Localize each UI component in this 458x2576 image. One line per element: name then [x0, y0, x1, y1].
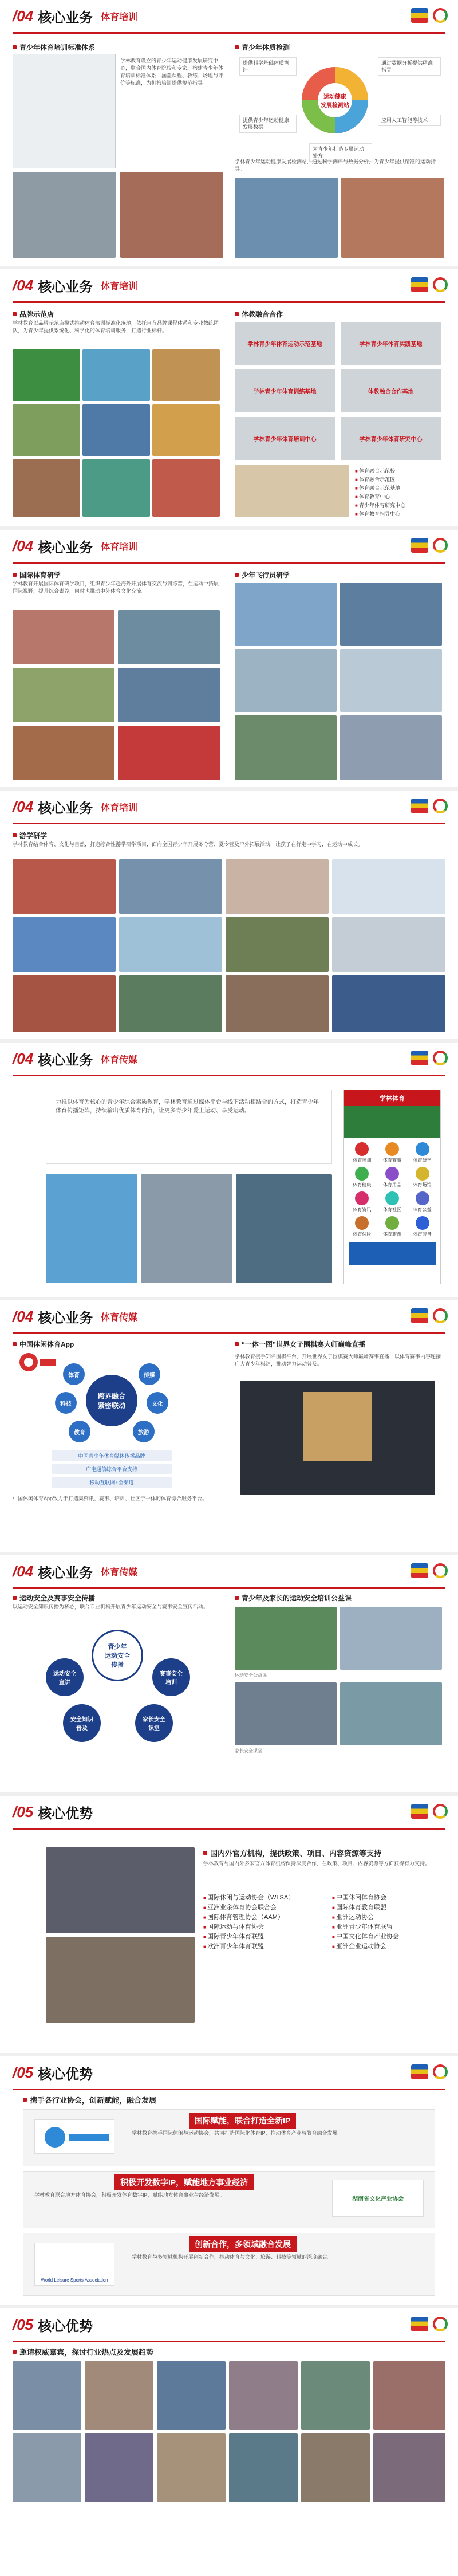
- app-item: 体育装备: [409, 1216, 436, 1237]
- section-number: /04: [13, 1049, 34, 1067]
- app-item: 体育赛事: [379, 1142, 406, 1163]
- ring-node: 教育: [69, 1421, 90, 1442]
- brand-logo-icon: [411, 799, 428, 813]
- gear-tag: 通过数据分析提供精准指导: [378, 57, 441, 76]
- intro-box: [46, 1090, 332, 1164]
- partner-logo-icon: [433, 1308, 448, 1323]
- list-item: ■ 国际体育管理协会（AAM）: [203, 1913, 294, 1922]
- app-item: 体育培训: [349, 1142, 376, 1163]
- section-subtitle: 体育培训: [101, 803, 138, 813]
- partner-list: [355, 467, 405, 518]
- list-item: ■ 体育教育中心: [355, 493, 405, 501]
- subheading: 品牌示范店: [13, 309, 54, 319]
- section-title: 核心业务: [38, 10, 93, 26]
- study-photo: [13, 610, 114, 664]
- store-photo: [82, 459, 150, 517]
- study-photo: [118, 726, 220, 780]
- subheading: 携手各行业协会，创新赋能，融合发展: [23, 2094, 156, 2105]
- section-number: /04: [13, 537, 34, 554]
- card-text: 学林教育与多领域机构开展创新合作，推动体育与文化、旅游、科技等领域的深度融合。: [132, 2254, 333, 2260]
- guest-photo: [85, 2433, 153, 2502]
- subheading: 青少年体育培训标准体系: [13, 42, 95, 52]
- node: 家长安全 课堂: [135, 1704, 173, 1742]
- description: 学林教育结合体育、文化与自然，打造综合性游学研学项目，面向全国青少年开展冬令营、夏令营及户外拓展活动，让孩子在行走中学习，在运动中成长。: [13, 841, 364, 847]
- guest-photo: [85, 2361, 153, 2430]
- section-number: /05: [13, 1803, 34, 1820]
- node: 安全知识 普及: [63, 1704, 101, 1742]
- subheading: 青少年体质检测: [235, 42, 290, 52]
- slide-header: [0, 1555, 458, 1587]
- safety-photo: [235, 1607, 337, 1670]
- section-subtitle: 体育传媒: [101, 1567, 138, 1578]
- partner-logo-icon: [433, 538, 448, 553]
- left-description: 学林教育以品牌示范店模式推动体育培训标准化落地，依托自有品牌课程体系和专业教练团队，为青少年提供系统化、科学化的体育培训服务，打造行业标杆。: [13, 320, 219, 333]
- slide-5: [0, 1043, 458, 1300]
- list-item: ■ 中国文化体育产业协会: [332, 1932, 399, 1942]
- subheading: 少年飞行员研学: [235, 570, 290, 580]
- slide-header: [0, 530, 458, 562]
- slide-9: [0, 2056, 458, 2308]
- pilot-photo: [340, 649, 442, 712]
- list-item: ■ 亚洲青少年体育联盟: [332, 1922, 399, 1932]
- store-photo: [82, 349, 150, 401]
- ring-node: 体育: [63, 1363, 85, 1385]
- live-stream-photo: [240, 1381, 435, 1495]
- section-subtitle: 体育培训: [101, 12, 138, 22]
- section-subtitle: 体育传媒: [101, 1312, 138, 1323]
- left-description: 以运动安全知识传播为核心，联合专业机构开展青少年运动安全与赛事安全宣传活动。: [13, 1604, 209, 1610]
- partner-logo-icon: [433, 277, 448, 292]
- association-logo: World Leisure Sports Association: [34, 2243, 114, 2286]
- org-list-right: [332, 1893, 399, 1952]
- training-photo-2: [120, 172, 223, 258]
- slide-10: [0, 2308, 458, 2511]
- slide-header: [0, 0, 458, 32]
- trip-photo: [332, 975, 445, 1032]
- guest-photo: [301, 2433, 370, 2502]
- plaque: 学林青少年体育训练基地: [235, 369, 335, 412]
- brand-logo-icon: [411, 277, 428, 292]
- app-item: 体育保险: [349, 1216, 376, 1237]
- list-item: ■ 国际休闲与运动协会（WLSA）: [203, 1893, 294, 1903]
- slide-header: [0, 1796, 458, 1828]
- section-title: 核心优势: [38, 1806, 93, 1822]
- store-photo: [13, 404, 80, 456]
- brand-logo-icon: [411, 1308, 428, 1323]
- section-number: /04: [13, 797, 34, 815]
- slide-6: [0, 1300, 458, 1555]
- store-photo: [13, 349, 80, 401]
- store-photo: [13, 459, 80, 517]
- card-title: 国际赋能，联合打造全新IP: [189, 2113, 296, 2129]
- association-logo: 湖南省文化产业协会: [332, 2180, 424, 2217]
- list-item: ■ 国际青少年体育联盟: [203, 1932, 294, 1942]
- trip-photo: [119, 859, 222, 914]
- plaque-photo: [235, 465, 349, 517]
- subheading: 中国休闲体育App: [13, 1339, 74, 1349]
- right-description: 学林青少年运动健康发展检测站，通过科学测评与数据分析，为青少年提供精准的运动指导。: [235, 159, 436, 172]
- app-item: 体育旅游: [379, 1216, 406, 1237]
- section-subtitle: 体育培训: [101, 542, 138, 552]
- section-number: /04: [13, 1307, 34, 1325]
- store-photo: [152, 349, 220, 401]
- guest-photo: [373, 2433, 445, 2502]
- photo-caption: 家长安全课堂: [235, 1748, 262, 1753]
- slide-2: [0, 269, 458, 530]
- list-item: ■ 亚洲企业运动协会: [332, 1942, 399, 1952]
- list-item: ■ 体育融合示范校: [355, 467, 405, 475]
- subheading: “一体一图”世界女子围棋赛大师巅峰直播: [235, 1339, 365, 1349]
- ring-node: 科技: [55, 1392, 77, 1414]
- right-description: 学林教育携手知名围棋平台，开展世界女子围棋赛大师巅峰赛事直播，以体育赛事内容连接广大青少年棋迷，推动智力运动普及。: [235, 1354, 441, 1367]
- gear-tag: 提供科学基础体质测评: [239, 57, 297, 76]
- slide-3: [0, 530, 458, 791]
- gear-center-label: 运动健康 发展检测站: [321, 94, 349, 109]
- study-photo: [118, 610, 220, 664]
- media-photo: [141, 1174, 232, 1283]
- safety-photo: [340, 1607, 442, 1670]
- partner-logo-icon: [433, 8, 448, 23]
- trip-photo: [332, 917, 445, 972]
- slide-8: [0, 1796, 458, 2056]
- partner-logo-icon: [433, 799, 448, 813]
- trip-photo: [13, 975, 116, 1032]
- app-screenshot: [344, 1090, 441, 1284]
- section-title: 核心业务: [38, 1052, 93, 1068]
- pilot-photo: [235, 649, 337, 712]
- gear-tag: 为青少年打造专属运动处方: [309, 143, 372, 162]
- guest-photo: [301, 2361, 370, 2430]
- slide-4: [0, 791, 458, 1043]
- center-node: 青少年 运动安全 传播: [92, 1630, 143, 1681]
- trip-photo: [13, 859, 116, 914]
- card-text: 学林教育联合地方体育协会，积极开发体育数字IP，赋能地方体育事业与经济发展。: [34, 2192, 225, 2198]
- trip-photo: [226, 859, 329, 914]
- section-number: /05: [13, 2315, 34, 2333]
- section-number: /04: [13, 1562, 34, 1580]
- ring-node: 文化: [147, 1392, 168, 1414]
- plaque: 学林青少年体育培训中心: [235, 417, 335, 460]
- info-box: 中国青少年体育媒体传播品牌: [52, 1450, 172, 1461]
- guest-photo: [229, 2433, 298, 2502]
- partner-logo-icon: [433, 1563, 448, 1578]
- brand-logo-icon: [411, 1563, 428, 1578]
- app-logo-icon: [17, 1351, 57, 1374]
- app-item: 体育公益: [409, 1191, 436, 1213]
- section-number: /05: [13, 2063, 34, 2081]
- section-title: 核心业务: [38, 279, 93, 295]
- list-item: ■ 青少年体育研究中心: [355, 501, 405, 510]
- card-text: 学林教育携手国际休闲与运动协会，共同打造国际化体育IP，推动体育产业与教育融合发展。: [132, 2130, 343, 2136]
- app-item: 体育场馆: [409, 1167, 436, 1188]
- subheading: 国际体育研学: [13, 570, 61, 580]
- list-item: ■ 体育融合示范基地: [355, 484, 405, 493]
- plaque: 体教融合合作基地: [341, 369, 441, 412]
- section-number: /04: [13, 276, 34, 294]
- description: 学林教育与国内外多家官方体育机构保持深度合作，在政策、项目、内容资源等方面获得有力支持。: [203, 1861, 431, 1866]
- media-photo: [236, 1174, 332, 1283]
- app-item: 体育研学: [409, 1142, 436, 1163]
- subheading: 邀请权威嘉宾，探讨行业热点及发展趋势: [13, 2346, 153, 2357]
- pilot-photo: [340, 583, 442, 646]
- section-subtitle: 体育培训: [101, 281, 138, 292]
- slide-header: [0, 791, 458, 823]
- store-photo: [82, 404, 150, 456]
- store-photo: [152, 459, 220, 517]
- left-description: 中国休闲体育App致力于打造集资讯、赛事、培训、社区于一体的体育综合服务平台。: [13, 1496, 208, 1501]
- section-number: /04: [13, 7, 34, 25]
- gear-diagram: [298, 63, 372, 137]
- guest-photo: [13, 2433, 81, 2502]
- partner-logo-icon: [433, 2317, 448, 2331]
- safety-photo: [235, 1682, 337, 1745]
- section-title: 核心业务: [38, 1565, 93, 1581]
- trip-photo: [13, 917, 116, 972]
- photo-caption: 运动安全公益课: [235, 1673, 267, 1678]
- slide-header: [0, 2308, 458, 2341]
- pilot-photo: [340, 715, 442, 780]
- left-description: 学林教育设立的青少年运动健康发展研究中心，联合国内体育院校和专家，构建青少年体育培训标准体系，涵盖课程、教练、场地与评价等标准，为机构培训提供规范指导。: [120, 58, 224, 86]
- section-title: 核心业务: [38, 540, 93, 556]
- test-photo-2: [341, 178, 444, 258]
- guest-photo: [13, 2361, 81, 2430]
- partner-logo-icon: [34, 2119, 114, 2154]
- info-box: 广电通信综合平台支持: [52, 1464, 172, 1474]
- app-item: 体育用品: [379, 1167, 406, 1188]
- list-item: ■ 亚洲运动协会: [332, 1913, 399, 1922]
- ring-node: 传媒: [139, 1363, 160, 1385]
- trip-photo: [119, 917, 222, 972]
- subheading: 体教融合合作: [235, 309, 283, 319]
- plaque: 学林青少年体育运动示范基地: [235, 322, 335, 365]
- study-photo: [13, 668, 114, 722]
- gear-tag: 提供青少年运动健康发展数据: [239, 115, 297, 133]
- section-title: 核心业务: [38, 1310, 93, 1326]
- list-item: ■ 国际运动与体育协会: [203, 1922, 294, 1932]
- brand-logo-icon: [411, 538, 428, 553]
- pilot-photo: [235, 715, 337, 780]
- list-item: ■ 国际体育教育联盟: [332, 1903, 399, 1913]
- card-title: 积极开发数字IP，赋能地方事业经济: [114, 2174, 254, 2190]
- slide-header: [0, 269, 458, 301]
- media-photo: [46, 1174, 137, 1283]
- brand-logo-icon: [411, 2064, 428, 2079]
- section-title: 核心优势: [38, 2066, 93, 2082]
- section-title: 核心业务: [38, 800, 93, 816]
- guest-photo: [157, 2361, 226, 2430]
- brand-logo-icon: [411, 1051, 428, 1065]
- app-title: 学林体育: [344, 1090, 440, 1106]
- org-list-left: [203, 1893, 294, 1952]
- trip-photo: [119, 975, 222, 1032]
- partner-logo-icon: [433, 1051, 448, 1065]
- section-subtitle: 体育传媒: [101, 1055, 138, 1065]
- pilot-photo: [235, 583, 337, 646]
- node: 运动安全 宣讲: [46, 1658, 84, 1696]
- brand-logo-icon: [411, 1804, 428, 1819]
- app-item: 体育社区: [379, 1191, 406, 1213]
- study-photo: [13, 726, 114, 780]
- list-item: ■ 欧洲青少年体育联盟: [203, 1942, 294, 1952]
- slide-header: [0, 1300, 458, 1332]
- plaque: 学林青少年体育实践基地: [341, 322, 441, 365]
- subheading: 青少年及家长的运动安全培训公益课: [235, 1593, 352, 1603]
- partner-logo-icon: [433, 2064, 448, 2079]
- training-photo: [13, 172, 116, 258]
- certificate-image: [13, 54, 116, 168]
- ring-node: 旅游: [133, 1421, 155, 1442]
- partner-logo-icon: [433, 1804, 448, 1819]
- list-item: ■ 体育融合示范区: [355, 475, 405, 484]
- left-description: 学林教育开展国际体育研学项目，组织青少年赴海外开展体育交流与训练营，在运动中拓展国际视野，提升综合素养，同时也推动中外体育文化交流。: [13, 581, 219, 594]
- subheading: 游学研学: [13, 831, 47, 840]
- node: 赛事安全 培训: [152, 1658, 190, 1696]
- card-title: 创新合作，多领域融合发展: [189, 2236, 297, 2252]
- section-title: 核心优势: [38, 2318, 93, 2334]
- list-item: ■ 体育教育指导中心: [355, 510, 405, 518]
- trip-photo: [332, 859, 445, 914]
- plaque: 学林青少年体育研究中心: [341, 417, 441, 460]
- app-item: 体育健康: [349, 1167, 376, 1188]
- subheading: 运动安全及赛事安全传播: [13, 1593, 95, 1603]
- app-item: 体育资讯: [349, 1191, 376, 1213]
- official-photo: [46, 1847, 195, 1933]
- store-photo: [152, 404, 220, 456]
- brand-logo-icon: [411, 2317, 428, 2331]
- slide-7: [0, 1555, 458, 1796]
- trip-photo: [226, 975, 329, 1032]
- trip-photo: [226, 917, 329, 972]
- guest-photo: [157, 2433, 226, 2502]
- brand-logo-icon: [411, 8, 428, 23]
- center-circle: 跨界融合 紧密联动: [86, 1375, 137, 1426]
- guest-photo: [373, 2361, 445, 2430]
- intro-text: 力推以体育为核心的青少年综合素质教育，学林教育通过媒体平台与线下活动相结合的方式，打造青少年体育传播矩阵，持续输出优质体育内容，让更多青少年爱上运动、享受运动。: [56, 1099, 319, 1114]
- slide-header: [0, 1043, 458, 1075]
- slide-header: [0, 2056, 458, 2089]
- list-item: ■ 亚洲业余体育协会联合会: [203, 1903, 294, 1913]
- safety-photo: [340, 1682, 442, 1745]
- info-box: 移动互联网+全渠道: [52, 1477, 172, 1488]
- test-photo: [235, 178, 338, 258]
- gear-tag: 应用人工智能等技术: [378, 115, 441, 126]
- official-photo: [46, 1937, 195, 2023]
- study-photo: [118, 668, 220, 722]
- subheading: 国内外官方机构，提供政策、项目、内容资源等支持: [203, 1847, 381, 1858]
- guest-photo: [229, 2361, 298, 2430]
- list-item: ■ 中国休闲体育协会: [332, 1893, 399, 1903]
- slide-1: [0, 0, 458, 269]
